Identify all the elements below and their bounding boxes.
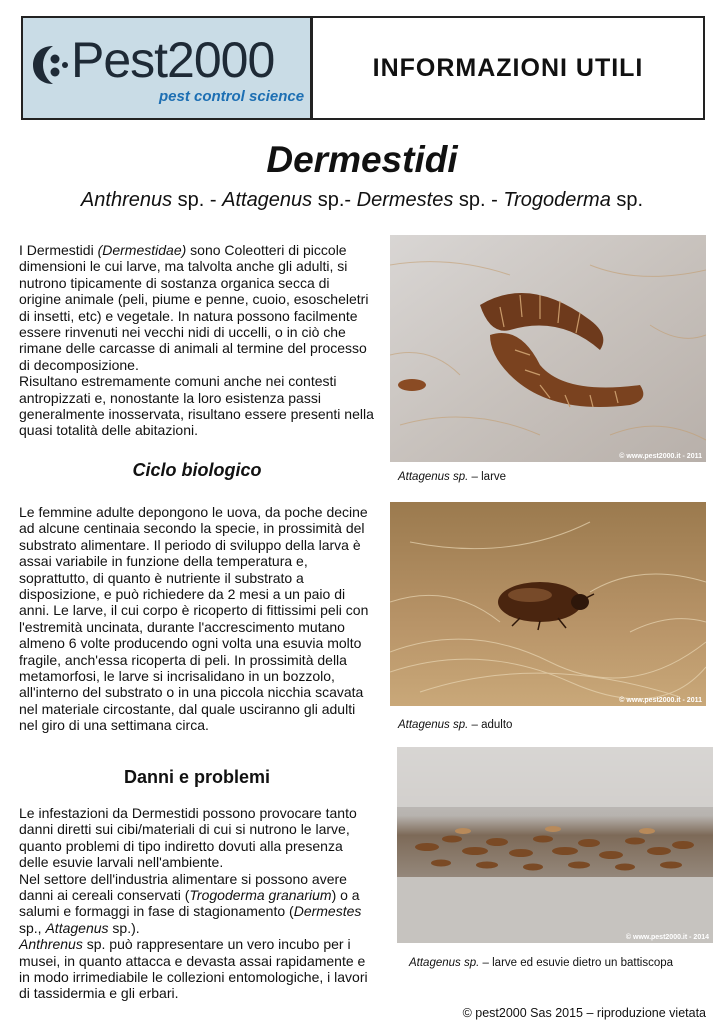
danni-text	[19, 805, 375, 1002]
photo-adult	[390, 502, 706, 706]
caption-text: – larve	[468, 471, 507, 483]
species-suffix: sp. -	[172, 189, 223, 211]
caption-text: – larve ed esuvie dietro un battiscopa	[479, 957, 674, 969]
species-suffix: sp. -	[453, 189, 504, 211]
species-name: Attagenus	[45, 919, 109, 936]
danni-paragraph	[19, 936, 375, 1002]
danni-text-part: sp.,	[19, 919, 46, 936]
family-name: (Dermestidae)	[97, 242, 187, 258]
species-genus: Attagenus	[222, 189, 313, 211]
logo-tagline: pest control science	[159, 88, 305, 105]
species-genus: Trogoderma	[503, 189, 611, 211]
footer-copyright: © pest2000 Sas 2015 – riproduzione vietata	[462, 1006, 706, 1020]
photo-larvae-baseboard	[397, 747, 713, 943]
photo-watermark: © www.pest2000.it - 2014	[625, 934, 709, 941]
species-suffix: sp.	[610, 189, 644, 211]
danni-paragraph: Le infestazioni da Dermestidi possono provocare tanto danni diretti sui cibi/materiali di cui si nutrono le larve, quanto problemi di tipo indiretto dovuti alla presenza delle esuvie larvali nell'ambiente.	[19, 805, 357, 871]
logo	[23, 18, 313, 118]
intro-paragraph	[19, 242, 375, 373]
photo-watermark: © www.pest2000.it - 2011	[619, 453, 702, 460]
section-title-box	[313, 18, 703, 118]
caption-species: Attagenus sp.	[409, 957, 480, 969]
ciclo-paragraph: Le femmine adulte depongono le uova, da poche decine ad alcune centinaia secondo la specie, in prossimità del substrato alimentare. Il periodo di sviluppo della larva è assai variabile in funzione della temperatura e, soprattutto, di quanto è nutriente il substrato a disposizione, e può richiedere da 2 mesi a un paio di anni. Le larve, il cui corpo è ricoperto di fittissimi peli con l'estremità uncinata, durante l'accrescimento mutano almeno 6 volte producendo ogni volta una esuvia molto fragile, anch'essa ricoperta di peli. In prossimità della metamorfosi, le larve si incrisalidano in un bozzolo, all'interno del substrato o in una piccola nicchia scavata nel materiale circostante, dal quale usciranno gli adulti nel giro di una settimana circa.	[19, 504, 369, 734]
photo-caption	[398, 719, 512, 731]
danni-text-part: sp. può rappresentare un vero incubo per i musei, in quanto attacca e devasta assai rapidamente e in modo irrimediabile le collezioni entomologiche, i lavori di tassidermia e gli erbari.	[19, 936, 368, 1002]
species-list	[0, 189, 724, 212]
species-name: Anthrenus	[19, 936, 83, 953]
species-name: Trogoderma granarium	[189, 887, 332, 904]
caption-text: – adulto	[468, 719, 513, 731]
intro-text-part: sono Coleotteri di piccole dimensioni le cui larve, ma talvolta anche gli adulti, si nutrono tipicamente di sostanza organica secca di origine animale (peli, piume e penne, cuoio, esoscheletri di insetti, etc) e vegetale. In natura possono facilmente essere rinvenuti nei vecchi nidi di uccelli, o in ciò che rimane delle carcasse di animali al termine del processo di decomposizione.	[19, 242, 369, 373]
photo-caption	[409, 957, 673, 969]
pest2000-logo-icon	[31, 42, 71, 88]
photo-caption	[398, 471, 506, 483]
intro-paragraph: Risultano estremamente comuni anche nei contesti antropizzati e, nonostante la loro esistenza passi generalmente inosservata, risultano essere presenti nella quasi totalità delle abitazioni.	[19, 373, 374, 439]
danni-text-part: sp.).	[108, 919, 140, 936]
section-heading-ciclo: Ciclo biologico	[132, 460, 262, 480]
danni-text-part: ) o a salumi e formaggi in fase di stagionamento (	[19, 887, 360, 920]
intro-text-part: I Dermestidi	[19, 242, 98, 258]
species-genus: Dermestes	[356, 189, 454, 211]
photo-watermark: © www.pest2000.it - 2011	[619, 697, 702, 704]
species-suffix: sp.-	[312, 189, 357, 211]
logo-name: Pest2000	[71, 32, 275, 88]
caption-species: Attagenus sp.	[398, 719, 469, 731]
species-name: Dermestes	[293, 903, 362, 920]
intro-text	[19, 242, 375, 439]
section-title: INFORMAZIONI UTILI	[372, 53, 644, 82]
page-title: Dermestidi	[266, 139, 458, 180]
danni-text-part: Nel settore dell'industria alimentare si possono avere danni ai cereali conservati (	[19, 870, 347, 904]
photo-larvae	[390, 235, 706, 462]
species-genus: Anthrenus	[80, 189, 173, 211]
section-heading-danni: Danni e problemi	[123, 767, 271, 787]
header-banner	[21, 16, 705, 120]
danni-paragraph	[19, 871, 375, 937]
caption-species: Attagenus sp.	[398, 471, 469, 483]
ciclo-text	[19, 504, 375, 734]
